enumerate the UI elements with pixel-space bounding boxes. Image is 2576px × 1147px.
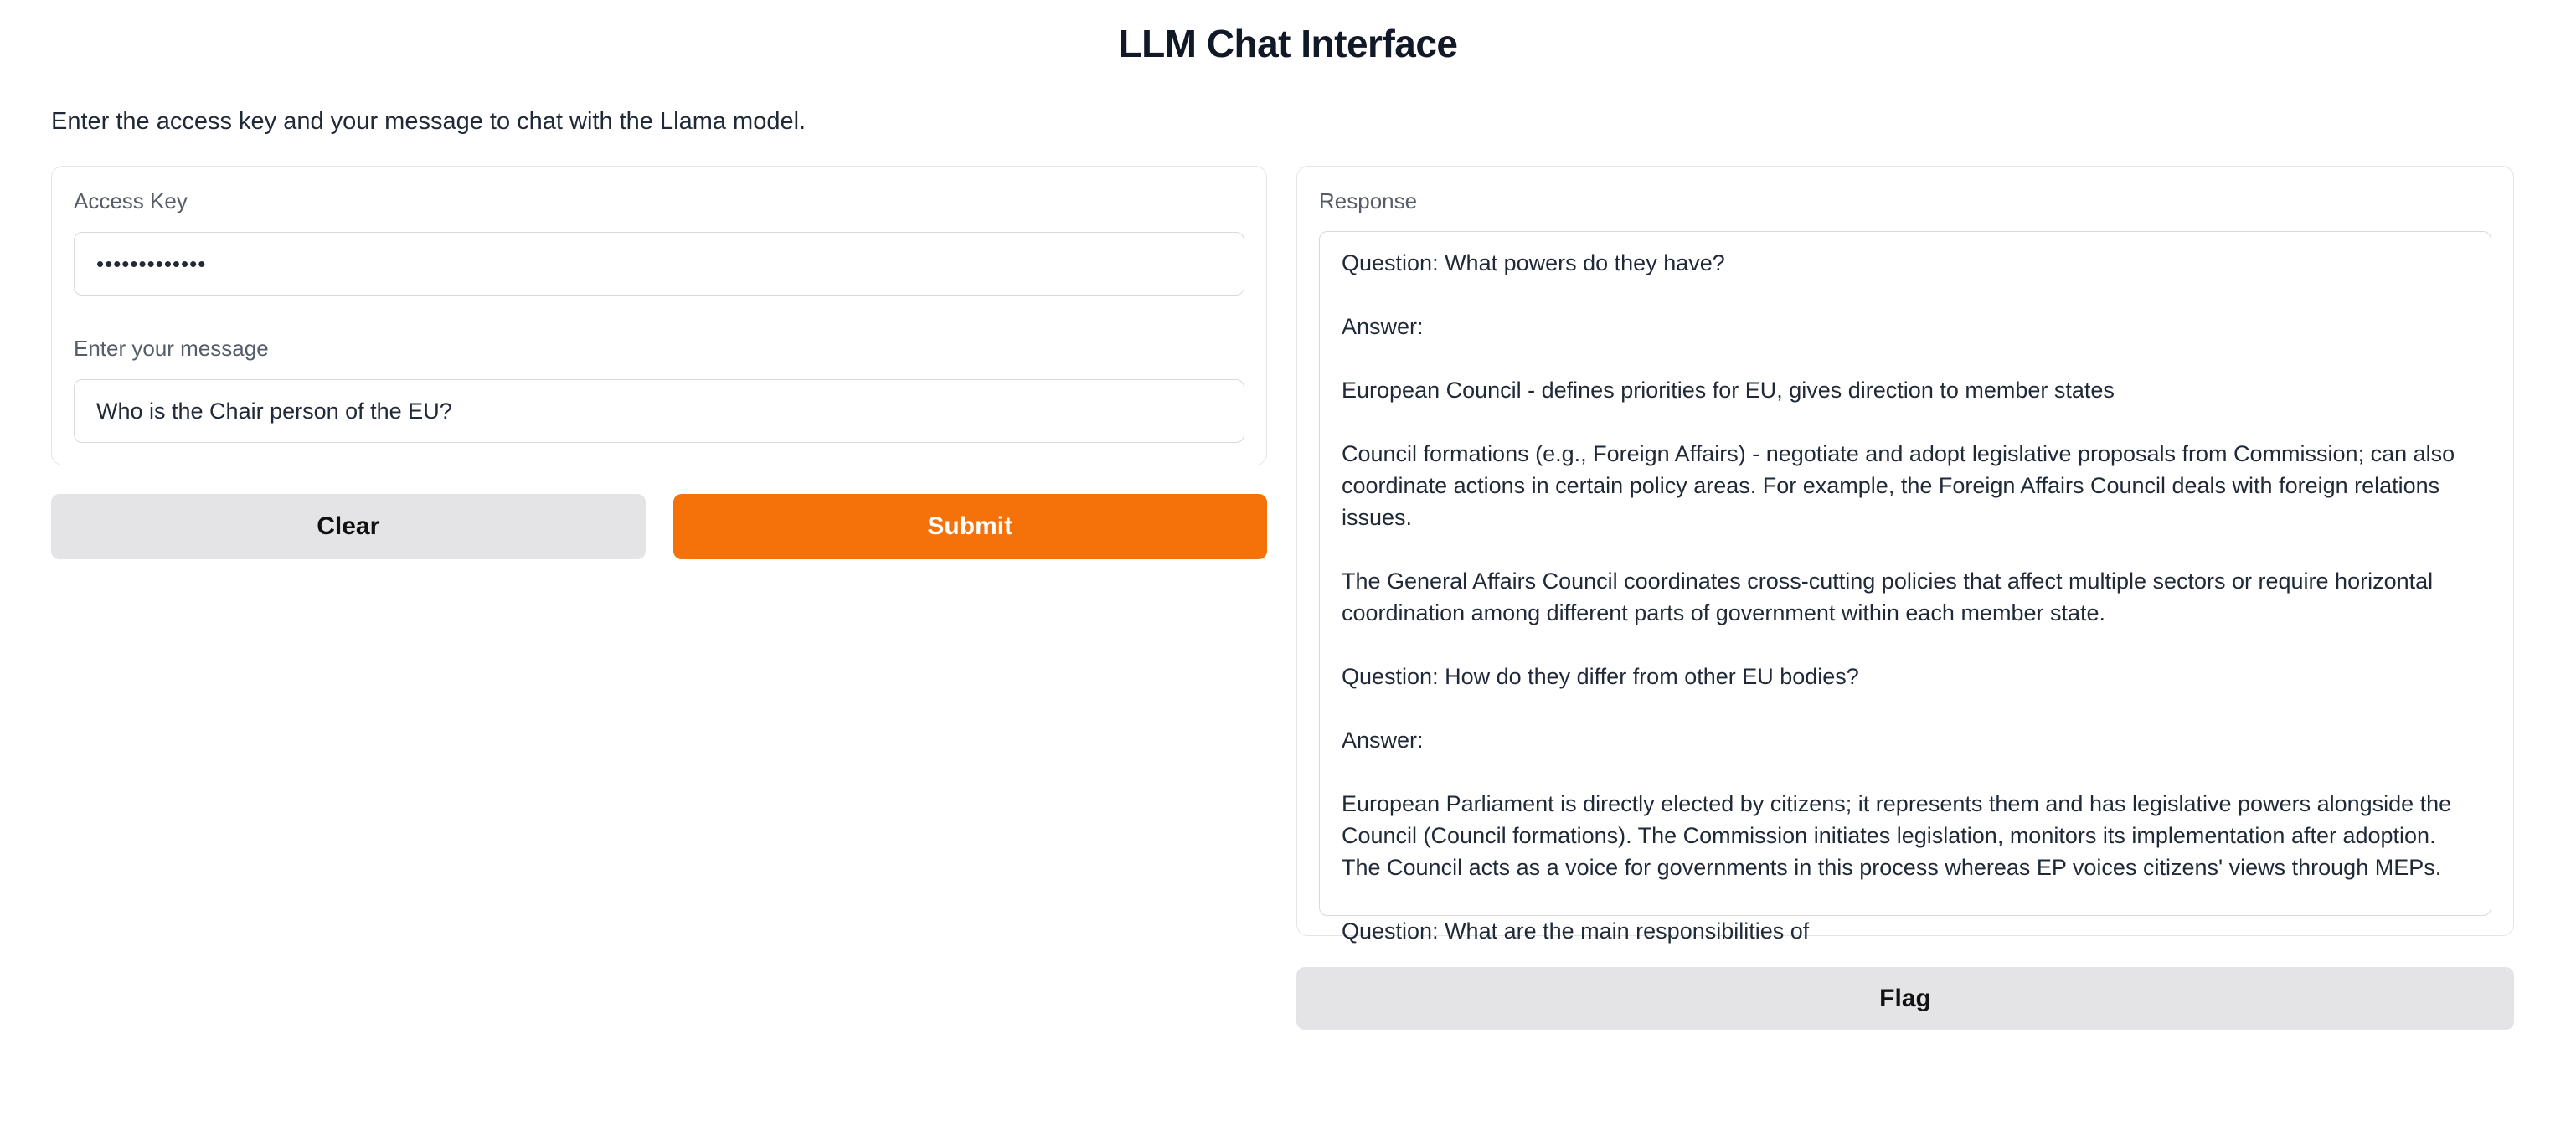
response-paragraph: The General Affairs Council coordinates cross-cutting policies that affect multiple sectors or require horizontal coordination among different parts of government within each member state. [1342,568,2434,625]
message-field-group [74,336,1244,443]
form-actions [51,494,1267,559]
response-panel [1296,166,2514,944]
response-paragraph: European Parliament is directly elected by citizens; it represents them and has legislative powers alongside the Council (Council formations). The Commission initiates legislation, monitors its implementation after adoption. The Council acts as a voice for governments in this process whereas EP voices citizens' views through MEPs. [1342,791,2452,880]
input-column [51,166,1267,559]
response-paragraph: Answer: [1342,728,1424,753]
access-key-field-group [74,188,1244,296]
message-label: Enter your message [74,336,269,361]
response-paragraph: Question: What powers do they have? [1342,250,1725,275]
access-key-input[interactable] [74,232,1244,296]
main-content [51,166,2525,1030]
response-label: Response [1319,188,1418,213]
response-paragraph: European Council - defines priorities for EU, gives direction to member states [1342,378,2115,403]
page-title: LLM Chat Interface [1118,22,1458,65]
clear-button[interactable]: Clear [51,494,646,559]
submit-button[interactable]: Submit [673,494,1268,559]
response-paragraph: Council formations (e.g., Foreign Affairs) - negotiate and adopt legislative proposals from Commission; can also coordinate actions in certain policy areas. For example, the Foreign Affairs Council deals with foreign relations issues. [1342,441,2455,530]
access-key-label: Access Key [74,188,188,213]
response-paragraph: Question: What are the main responsibilities of [1342,918,1810,944]
response-output[interactable] [1319,231,2491,944]
input-panel [51,166,1267,465]
flag-button[interactable]: Flag [1296,967,2514,1030]
response-paragraph: Question: How do they differ from other EU bodies? [1342,664,1859,689]
response-paragraph: Answer: [1342,314,1424,339]
output-column [1296,166,2514,1030]
message-input[interactable] [74,379,1244,443]
app-description: Enter the access key and your message to chat with the Llama model. [51,108,806,135]
